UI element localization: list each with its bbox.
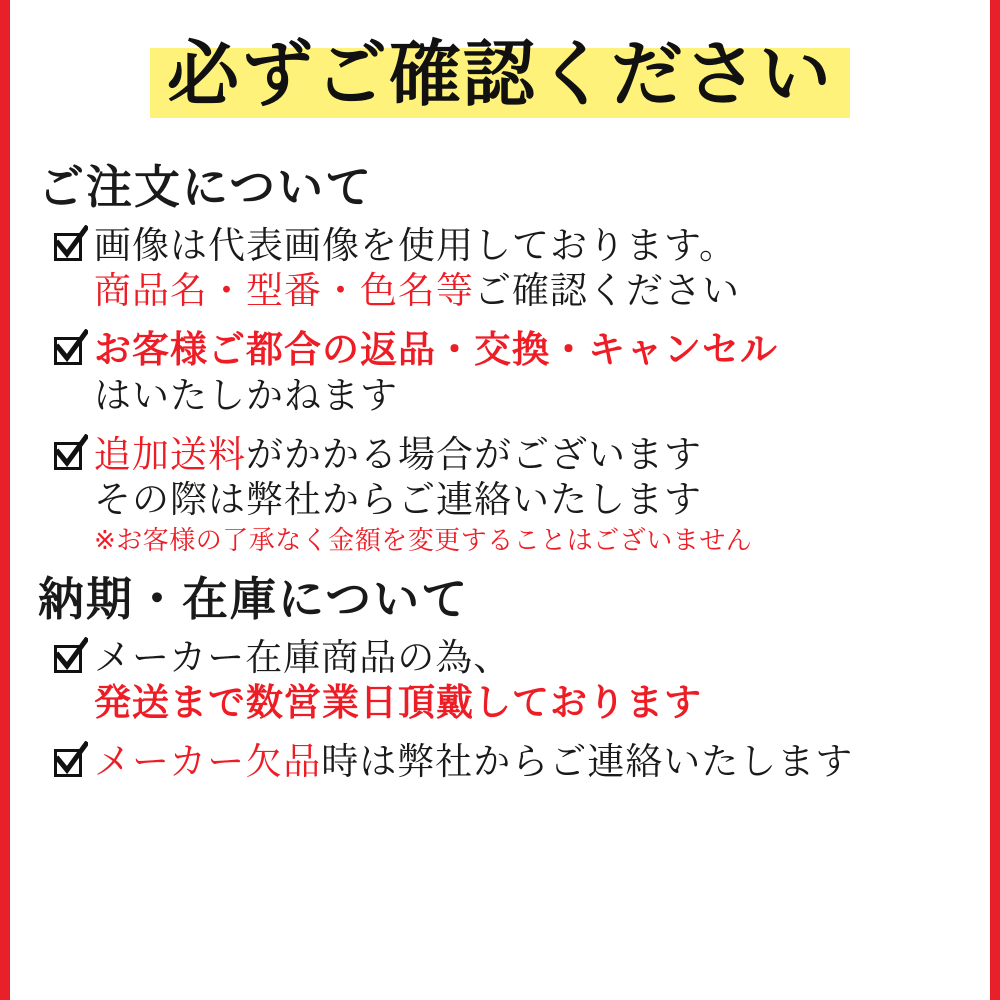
- item-line-tail: がかかる場合がございます: [246, 433, 702, 475]
- checkbox-checked-icon: [52, 438, 86, 472]
- title-text: 必ずご確認ください: [166, 35, 833, 115]
- checkbox-checked-icon: [52, 333, 86, 367]
- item-line: 発送まで数営業日頂戴しております: [94, 682, 702, 724]
- item-line-emphasis: 追加送料: [94, 433, 246, 475]
- item-line: メーカー在庫商品の為、: [94, 636, 512, 678]
- notice-content: [10, 0, 990, 1000]
- checkbox-checked-icon: [52, 745, 86, 779]
- item-line-emphasis: 商品名・型番・色名等: [94, 270, 474, 312]
- checkbox-checked-icon: [52, 641, 86, 675]
- item-line: [94, 739, 990, 784]
- list-item: [52, 223, 990, 313]
- item-line: [94, 432, 990, 477]
- list-item: [52, 432, 990, 558]
- list-item: [52, 635, 990, 725]
- item-line: その際は弊社からご連絡いたします: [94, 478, 702, 520]
- item-line: お客様ご都合の返品・交換・キャンセル: [94, 329, 778, 371]
- left-red-bar: [0, 0, 10, 1000]
- list-item: [52, 327, 990, 417]
- item-line-tail: 時は弊社からご連絡いたします: [321, 741, 854, 783]
- page-title: [10, 0, 990, 150]
- list-item: [52, 739, 990, 784]
- item-line: 画像は代表画像を使用しております。: [94, 225, 738, 267]
- item-line: はいたしかねます: [94, 374, 398, 416]
- item-note: ※お客様の了承なく金額を変更することはございません: [94, 524, 753, 555]
- item-line: [94, 268, 990, 313]
- item-line-emphasis: メーカー欠品: [94, 741, 322, 783]
- item-line-tail: ご確認ください: [474, 270, 740, 312]
- checkbox-checked-icon: [52, 229, 86, 263]
- section-heading-delivery: 納期・在庫について: [38, 572, 470, 625]
- right-red-bar: [990, 0, 1000, 1000]
- section-heading-orders: ご注文について: [38, 161, 374, 213]
